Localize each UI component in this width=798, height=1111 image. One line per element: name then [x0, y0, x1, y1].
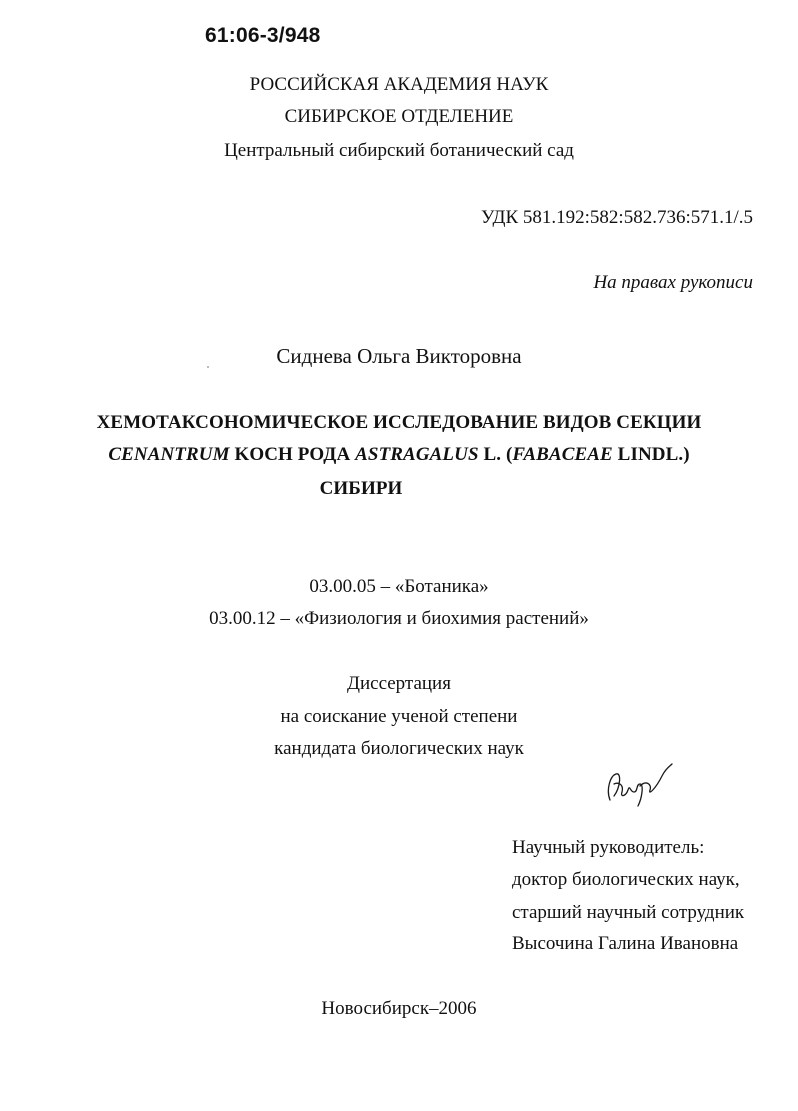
degree-name: кандидата биологических наук	[274, 738, 524, 759]
advisor-position: старший научный сотрудник	[512, 902, 745, 923]
advisor-degree: доктор биологических наук,	[512, 869, 740, 890]
udc-code: УДК 581.192:582:582.736:571.1/.5	[480, 207, 753, 228]
title-genus: ASTRAGALUS	[355, 444, 479, 465]
title-family: FABACEAE	[512, 444, 613, 465]
title-line-2	[0, 443, 798, 467]
title-text-3: LINDL.)	[612, 444, 690, 465]
academy-name: РОССИЙСКАЯ АКАДЕМИЯ НАУК	[249, 74, 549, 95]
author-name: Сиднева Ольга Викторовна	[276, 344, 522, 368]
title-text-1: KOCH РОДА	[229, 444, 356, 465]
advisor-name: Высочина Галина Ивановна	[512, 933, 739, 954]
title-line-1: ХЕМОТАКСОНОМИЧЕСКОЕ ИССЛЕДОВАНИЕ ВИДОВ СЕКЦИИ	[96, 412, 702, 433]
archive-code: 61:06-3/948	[205, 24, 321, 47]
specialty-2: 03.00.12 – «Физиология и биохимия растений»	[209, 608, 589, 629]
dissertation-label: Диссертация	[347, 673, 451, 694]
institution-name: Центральный сибирский ботанический сад	[224, 140, 574, 161]
manuscript-note: На правах рукописи	[593, 272, 753, 293]
title-genus-section: CENANTRUM	[108, 444, 230, 465]
title-text-2: L. (	[478, 444, 513, 465]
handwritten-signature	[600, 762, 680, 812]
branch-name: СИБИРСКОЕ ОТДЕЛЕНИЕ	[284, 106, 514, 127]
title-line-3: СИБИРИ	[319, 478, 403, 499]
city-year: Новосибирск–2006	[321, 998, 477, 1019]
degree-purpose: на соискание ученой степени	[280, 706, 518, 727]
specialty-1: 03.00.05 – «Ботаника»	[309, 576, 489, 597]
advisor-heading: Научный руководитель:	[512, 837, 705, 858]
